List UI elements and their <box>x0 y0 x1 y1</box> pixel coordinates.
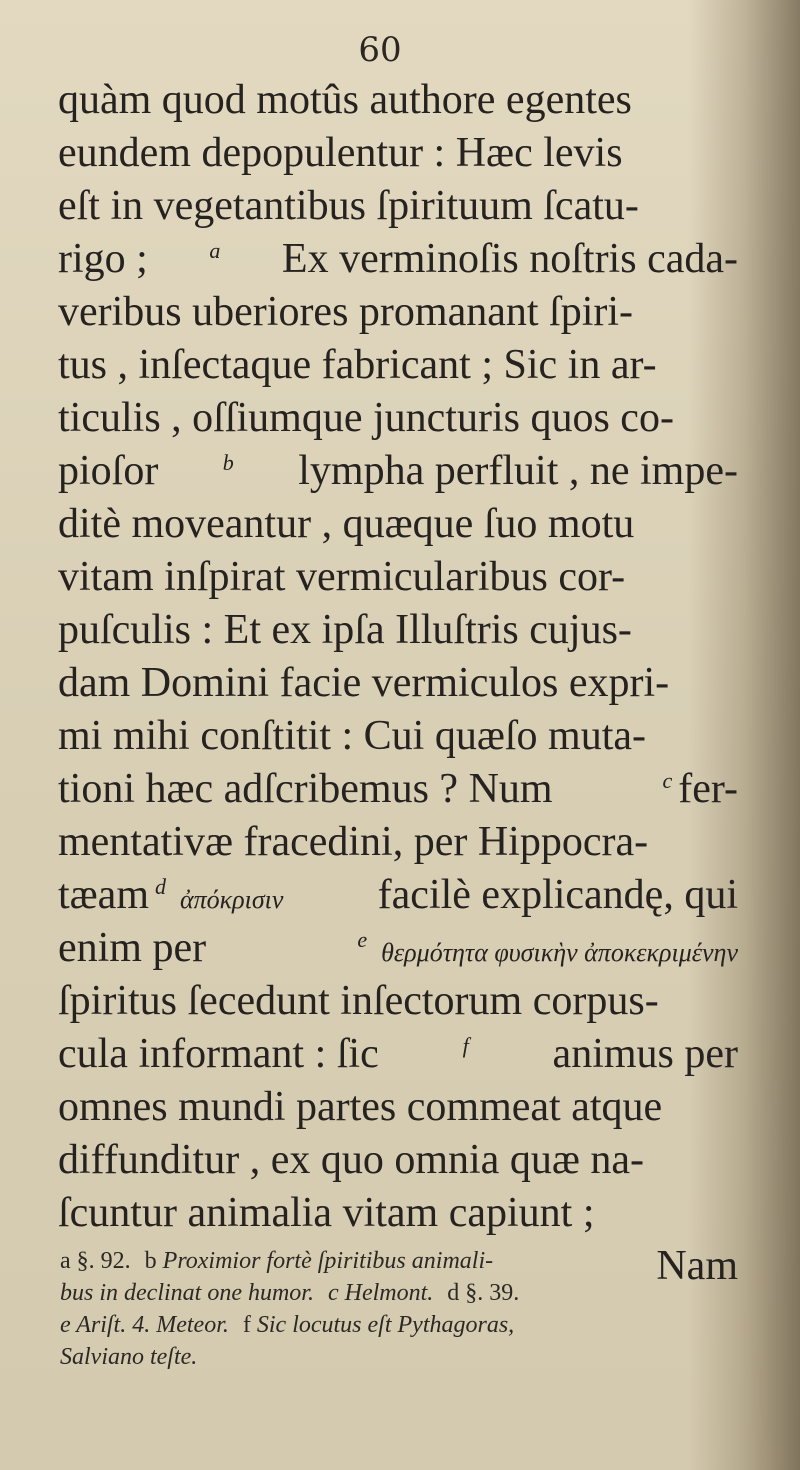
line-text: ditè moveantur , quæque ſuo motu <box>58 501 635 547</box>
page-number: 60 <box>358 30 402 70</box>
footnote-marker-d: d <box>155 874 166 899</box>
footnote-f-continued: Salviano teſte. <box>60 1344 198 1370</box>
footnote-f-text: Sic locutus eſt Pythagoras, <box>256 1312 515 1338</box>
text-line <box>58 1187 738 1240</box>
text-line <box>58 1134 738 1187</box>
footnote-b-marker: b <box>144 1248 157 1274</box>
text-line <box>58 657 738 710</box>
greek-text: θερμότητα φυσικὴν ἀποκεκριμένην <box>381 938 738 967</box>
footnote-e: e Ariſt. 4. Meteor. <box>60 1312 229 1338</box>
footnote-f-marker: f <box>242 1312 251 1338</box>
line-text: quàm quod motûs authore egentes <box>58 77 632 123</box>
text-line <box>58 127 738 180</box>
footnote-line <box>60 1309 740 1341</box>
line-text: pioſor <box>58 448 159 494</box>
line-text: animus per <box>552 1031 738 1077</box>
line-text: ſcuntur animalia vitam capiunt ; <box>58 1190 595 1236</box>
footnote-marker-a: a <box>209 238 221 263</box>
line-text: mi mihi conſtitit : Cui quæſo muta- <box>58 713 646 759</box>
line-text: eundem depopulentur : Hæc levis <box>58 130 623 176</box>
footnote-b-text: Proximior fortè ſpiritibus animali- <box>162 1248 494 1274</box>
text-line <box>58 339 738 392</box>
footnote-marker-c: c <box>662 768 673 793</box>
text-line <box>58 445 738 498</box>
footnote-marker-e: e <box>357 927 368 952</box>
text-line <box>58 1081 738 1134</box>
line-text: ticulis , oſſiumque juncturis quos co- <box>58 395 674 441</box>
line-text: fer- <box>678 766 738 812</box>
text-line <box>58 975 738 1028</box>
footnote-marker-f: f <box>462 1033 469 1058</box>
line-text: ſpiritus ſecedunt inſectorum corpus- <box>58 978 659 1024</box>
footnote-c: c Helmont. <box>327 1280 434 1306</box>
body-text <box>58 74 738 1293</box>
footnote-line <box>60 1277 740 1309</box>
footnote-line <box>60 1341 740 1373</box>
text-line <box>58 710 738 763</box>
line-text: omnes mundi partes commeat atque <box>58 1084 663 1130</box>
footnote-b-continued: bus in declinat one humor. <box>60 1280 314 1306</box>
text-line <box>58 233 738 286</box>
line-text: tioni hæc adſcribemus ? Num <box>58 766 553 812</box>
footnote-a: a §. 92. <box>60 1248 131 1274</box>
line-text: dam Domini facie vermiculos expri- <box>58 660 670 706</box>
footnote-d: d §. 39. <box>447 1280 520 1306</box>
line-text: veribus uberiores promanant ſpiri- <box>58 289 633 335</box>
text-line <box>58 392 738 445</box>
text-line <box>58 286 738 339</box>
text-line <box>58 1028 738 1081</box>
line-text: eſt in vegetantibus ſpirituum ſcatu- <box>58 183 639 229</box>
line-text: tæam <box>58 872 149 918</box>
text-line <box>58 551 738 604</box>
line-text: diffunditur , ex quo omnia quæ na- <box>58 1137 644 1183</box>
greek-text: ἀπόκρισιν <box>180 885 284 914</box>
text-line <box>58 922 738 975</box>
line-text: cula informant : ſic <box>58 1031 379 1077</box>
text-line <box>58 763 738 816</box>
text-line <box>58 498 738 551</box>
line-text: tus , inſectaque fabricant ; Sic in ar- <box>58 342 657 388</box>
text-line <box>58 604 738 657</box>
line-text: Ex verminoſis noſtris cada- <box>281 236 738 282</box>
line-text: puſculis : Et ex ipſa Illuſtris cujus- <box>58 607 632 653</box>
text-line <box>58 74 738 127</box>
catchword: Nam <box>656 1243 738 1289</box>
text-line <box>58 869 738 922</box>
line-text: rigo ; <box>58 236 148 282</box>
text-line <box>58 180 738 233</box>
line-text: lympha perfluit , ne impe- <box>298 448 738 494</box>
line-text: facilè explicandę, qui <box>377 872 738 918</box>
footnote-line <box>60 1245 740 1277</box>
line-text: enim per <box>58 925 207 971</box>
line-text: vitam inſpirat vermicularibus cor- <box>58 554 626 600</box>
footnotes <box>60 1245 740 1373</box>
line-text: mentativæ fracedini, per Hippocra- <box>58 819 649 865</box>
footnote-marker-b: b <box>222 450 234 475</box>
text-line <box>58 816 738 869</box>
